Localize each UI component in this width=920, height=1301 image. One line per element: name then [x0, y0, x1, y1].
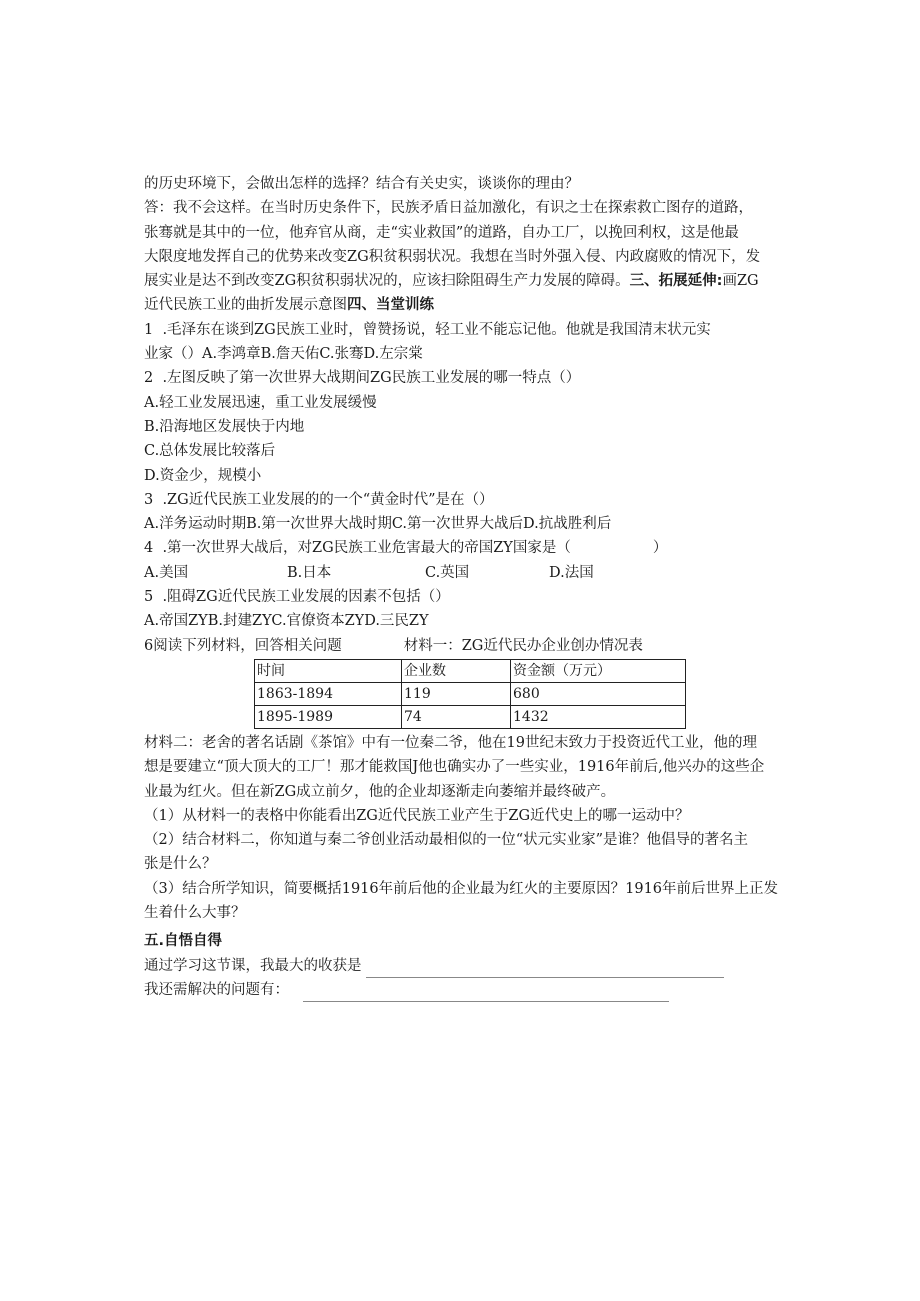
question-6-stem-text: 6阅读下列材料，回答相关问题 [144, 637, 342, 654]
question-6-stem [144, 634, 784, 658]
table-cell: 1863-1894 [255, 682, 402, 705]
question-3-options: A.洋务运动时期B.第一次世界大战时期C.第一次世界大战后D.抗战胜利后 [144, 516, 612, 533]
question-2-option-d: D.资金少，规模小 [144, 467, 262, 484]
section-5-title: 五.自悟自得 [144, 933, 223, 950]
table-row [255, 682, 686, 705]
table-header-cell: 企业数 [402, 659, 511, 682]
extension-text: 近代民族工业的曲折发展示意图 [144, 297, 347, 314]
sub-question-2-cont: 张是什么？ [144, 856, 217, 873]
question-5-options: A.帝国ZYB.封建ZYC.官僚资本ZYD.三民ZY [144, 613, 429, 630]
sub-question-2: （2）结合材料二，你知道与秦二爷创业活动最相似的一位“状元实业家”是谁？他倡导的著名主 [144, 832, 749, 849]
answer-blank-2[interactable] [303, 986, 669, 1002]
answer-line: 张骞就是其中的一位，他弃官从商，走“实业救国”的道路，自办工厂，以挽回利权，这是他最 [144, 224, 739, 241]
question-2-stem: 2 .左图反映了第一次世界大战期间ZG民族工业发展的哪一特点（） [144, 370, 581, 387]
question-4-option-c: C.英国 [425, 564, 470, 581]
question-2-option-b: B.沿海地区发展快于内地 [144, 418, 305, 435]
question-4-option-a: A.美国 [144, 564, 189, 581]
material-1-table [254, 659, 686, 729]
intro-question: 的历史环境下，会做出怎样的选择？结合有关史实，谈谈你的理由？ [144, 176, 579, 192]
section-heading-extension: 三、拓展延伸: [629, 273, 723, 290]
sub-question-3: （3）结合所学知识，简要概括1916年前后他的企业最为红火的主要原因？1916年前后世界上正发 [144, 880, 779, 897]
table-cell: 119 [402, 682, 511, 705]
reflection-prompt-1: 通过学习这节课，我最大的收获是 [144, 957, 362, 974]
answer-line [144, 269, 784, 293]
table-cell: 1432 [511, 705, 686, 728]
question-4-stem-close: ） [652, 540, 668, 557]
question-4-stem [144, 536, 784, 560]
document-body [144, 172, 784, 1002]
answer-blank-1[interactable] [366, 962, 724, 978]
sub-question-1: （1）从材料一的表格中你能看出ZG近代民族工业产生于ZG近代史上的哪一运动中？ [144, 807, 690, 824]
question-2-option-c: C.总体发展比较落后 [144, 443, 276, 460]
table-header-row [255, 659, 686, 682]
question-3-stem: 3 .ZG近代民族工业发展的的一个“黄金时代”是在（） [144, 491, 494, 508]
question-4-option-b: B.日本 [287, 564, 332, 581]
section-heading-practice: 四、当堂训练 [347, 297, 434, 314]
extension-line [144, 293, 784, 317]
answer-line: 答：我不会这样。在当时历史条件下，民族矛盾日益加激化，有识之士在探索救亡图存的道路， [144, 200, 753, 217]
table-cell: 1895-1989 [255, 705, 402, 728]
material-2-line: 想是要建立“顶大顶大的工厂！那才能救国J他也确实办了一些实业，1916年前后,他兴办的这些企 [144, 759, 765, 776]
question-1-stem: 1 .毛泽东在谈到ZG民族工业时，曾赞扬说，轻工业不能忘记他。他就是我国清末状元实 [144, 321, 711, 338]
table-cell: 680 [511, 682, 686, 705]
question-5-stem: 5 .阻碍ZG近代民族工业发展的因素不包括（） [144, 589, 450, 606]
extension-text: 画ZG [722, 273, 759, 290]
reflection-line-1 [144, 954, 784, 978]
sub-question-3-cont: 生着什么大事？ [144, 905, 246, 922]
question-1-options: 业家（）A.李鸿章B.詹天佑C.张骞D.左宗棠 [144, 346, 423, 363]
table-cell: 74 [402, 705, 511, 728]
material-2-line: 材料二：老舍的著名话剧《茶馆》中有一位秦二爷，他在19世纪末致力于投资近代工业，他的理 [144, 734, 757, 751]
table-row [255, 705, 686, 728]
table-header-cell: 时间 [255, 659, 402, 682]
material-2-line: 业最为红火。但在新ZG成立前夕，他的企业却逐渐走向萎缩并最终破产。 [144, 783, 616, 800]
question-4-options [144, 561, 784, 585]
material-1-title: 材料一：ZG近代民办企业创办情况表 [403, 637, 643, 654]
answer-line: 大限度地发挥自己的优势来改变ZG积贫积弱状况。我想在当时外强入侵、内政腐败的情况下，发 [144, 248, 761, 265]
table-header-cell: 资金额（万元） [511, 659, 686, 682]
answer-text: 展实业是达不到改变ZG积贫积弱状况的，应该扫除阻碍生产力发展的障碍。 [144, 273, 630, 290]
question-2-option-a: A.轻工业发展迅速，重工业发展缓慢 [144, 394, 377, 411]
question-4-option-d: D.法国 [549, 564, 594, 581]
reflection-line-2 [144, 978, 784, 1002]
reflection-prompt-2: 我还需解决的问题有： [144, 981, 289, 998]
question-4-stem-text: 4 .第一次世界大战后，对ZG民族工业危害最大的帝国ZY国家是（ [144, 540, 571, 557]
